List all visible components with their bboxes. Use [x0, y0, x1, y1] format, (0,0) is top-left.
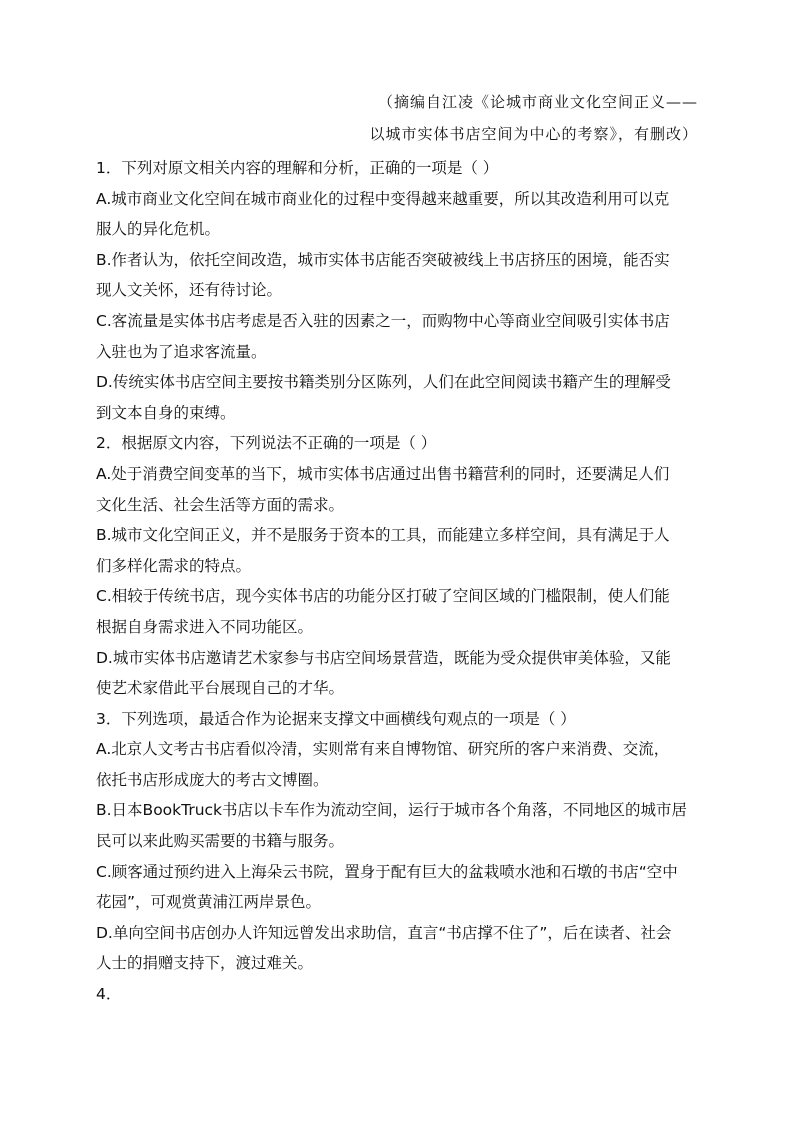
question-1-option-a: [96, 184, 702, 245]
option-line: A.北京人文考古书店看似冷清，实则常有来自博物馆、研究所的客户来消费、交流，: [96, 740, 670, 759]
option-line: 民可以来此购买需要的书籍与服务。: [96, 832, 345, 851]
option-line: 到文本自身的束缚。: [96, 403, 236, 422]
option-line: 花园”，可观赏黄浦江两岸景色。: [96, 893, 322, 912]
question-4: [96, 979, 702, 1010]
question-1-stem: 1．下列对原文相关内容的理解和分析，正确的一项是（ ）: [96, 159, 499, 177]
option-line: 文化生活、社会生活等方面的需求。: [96, 495, 345, 514]
question-2-stem: 2．根据原文内容，下列说法不正确的一项是（ ）: [96, 434, 437, 453]
question-3-stem: 3．下列选项，最适合作为论据来支撑文中画横线句观点的一项是（ ）: [96, 709, 576, 728]
option-line: D.城市实体书店邀请艺术家参与书店空间场景营造，既能为受众提供审美体验，又能: [96, 648, 671, 667]
question-2-option-c: [96, 581, 702, 642]
option-line: B.作者认为，依托空间改造，城市实体书店能否突破被线上书店挤压的困境，能否实: [96, 250, 670, 269]
question-1: [96, 153, 702, 428]
question-1-option-c: [96, 306, 702, 367]
option-line: 们多样化需求的特点。: [96, 556, 252, 575]
question-2-option-d: [96, 643, 702, 704]
questions-body: [96, 153, 702, 1010]
question-1-option-b: [96, 245, 702, 306]
question-3-option-a: [96, 734, 702, 795]
option-line: 人士的捐赠支持下，渡过难关。: [96, 954, 314, 973]
question-3-option-b: [96, 795, 702, 856]
option-line: C.客流量是实体书店考虑是否入驻的因素之一，而购物中心等商业空间吸引实体书店: [96, 311, 670, 330]
option-line: 服人的异化危机。: [96, 220, 221, 239]
option-line: B.城市文化空间正义，并不是服务于资本的工具，而能建立多样空间，具有满足于人: [96, 526, 670, 545]
option-line: 现人文关怀，还有待讨论。: [96, 281, 283, 300]
question-2-option-a: [96, 459, 702, 520]
citation-line-1: （摘编自江凌《论城市商业文化空间正义——: [377, 93, 698, 111]
option-line: 入驻也为了追求客流量。: [96, 342, 267, 361]
question-2: [96, 428, 702, 703]
question-3-option-c: [96, 857, 702, 918]
question-3: [96, 704, 702, 979]
option-line: 使艺术家借此平台展现自己的才华。: [96, 679, 345, 698]
option-line: D.传统实体书店空间主要按书籍类别分区陈列，人们在此空间阅读书籍产生的理解受: [96, 373, 671, 392]
option-line: A.城市商业文化空间在城市商业化的过程中变得越来越重要，所以其改造利用可以克: [96, 189, 670, 208]
question-1-option-d: [96, 367, 702, 428]
option-line: C.顾客通过预约进入上海朵云书院，置身于配有巨大的盆栽喷水池和石墩的书店“空中: [96, 862, 678, 881]
option-line: C.相较于传统书店，现今实体书店的功能分区打破了空间区域的门槛限制，使人们能: [96, 587, 670, 606]
citation-line-2: 以城市实体书店空间为中心的考察》，有删改）: [369, 125, 698, 143]
option-line: 依托书店形成庞大的考古文博圈。: [96, 770, 329, 789]
option-line: B.日本BookTruck书店以卡车作为流动空间，运行于城市各个角落，不同地区的城市居: [96, 801, 688, 820]
option-line: A.处于消费空间变革的当下，城市实体书店通过出售书籍营利的同时，还要满足人们: [96, 464, 670, 483]
question-3-option-d: [96, 918, 702, 979]
option-line: 根据自身需求进入不同功能区。: [96, 617, 314, 636]
option-line: D.单向空间书店创办人许知远曾发出求助信，直言“书店撑不住了”，后在读者、社会: [96, 923, 672, 942]
question-4-stem: 4．: [96, 985, 122, 1004]
question-2-option-b: [96, 520, 702, 581]
